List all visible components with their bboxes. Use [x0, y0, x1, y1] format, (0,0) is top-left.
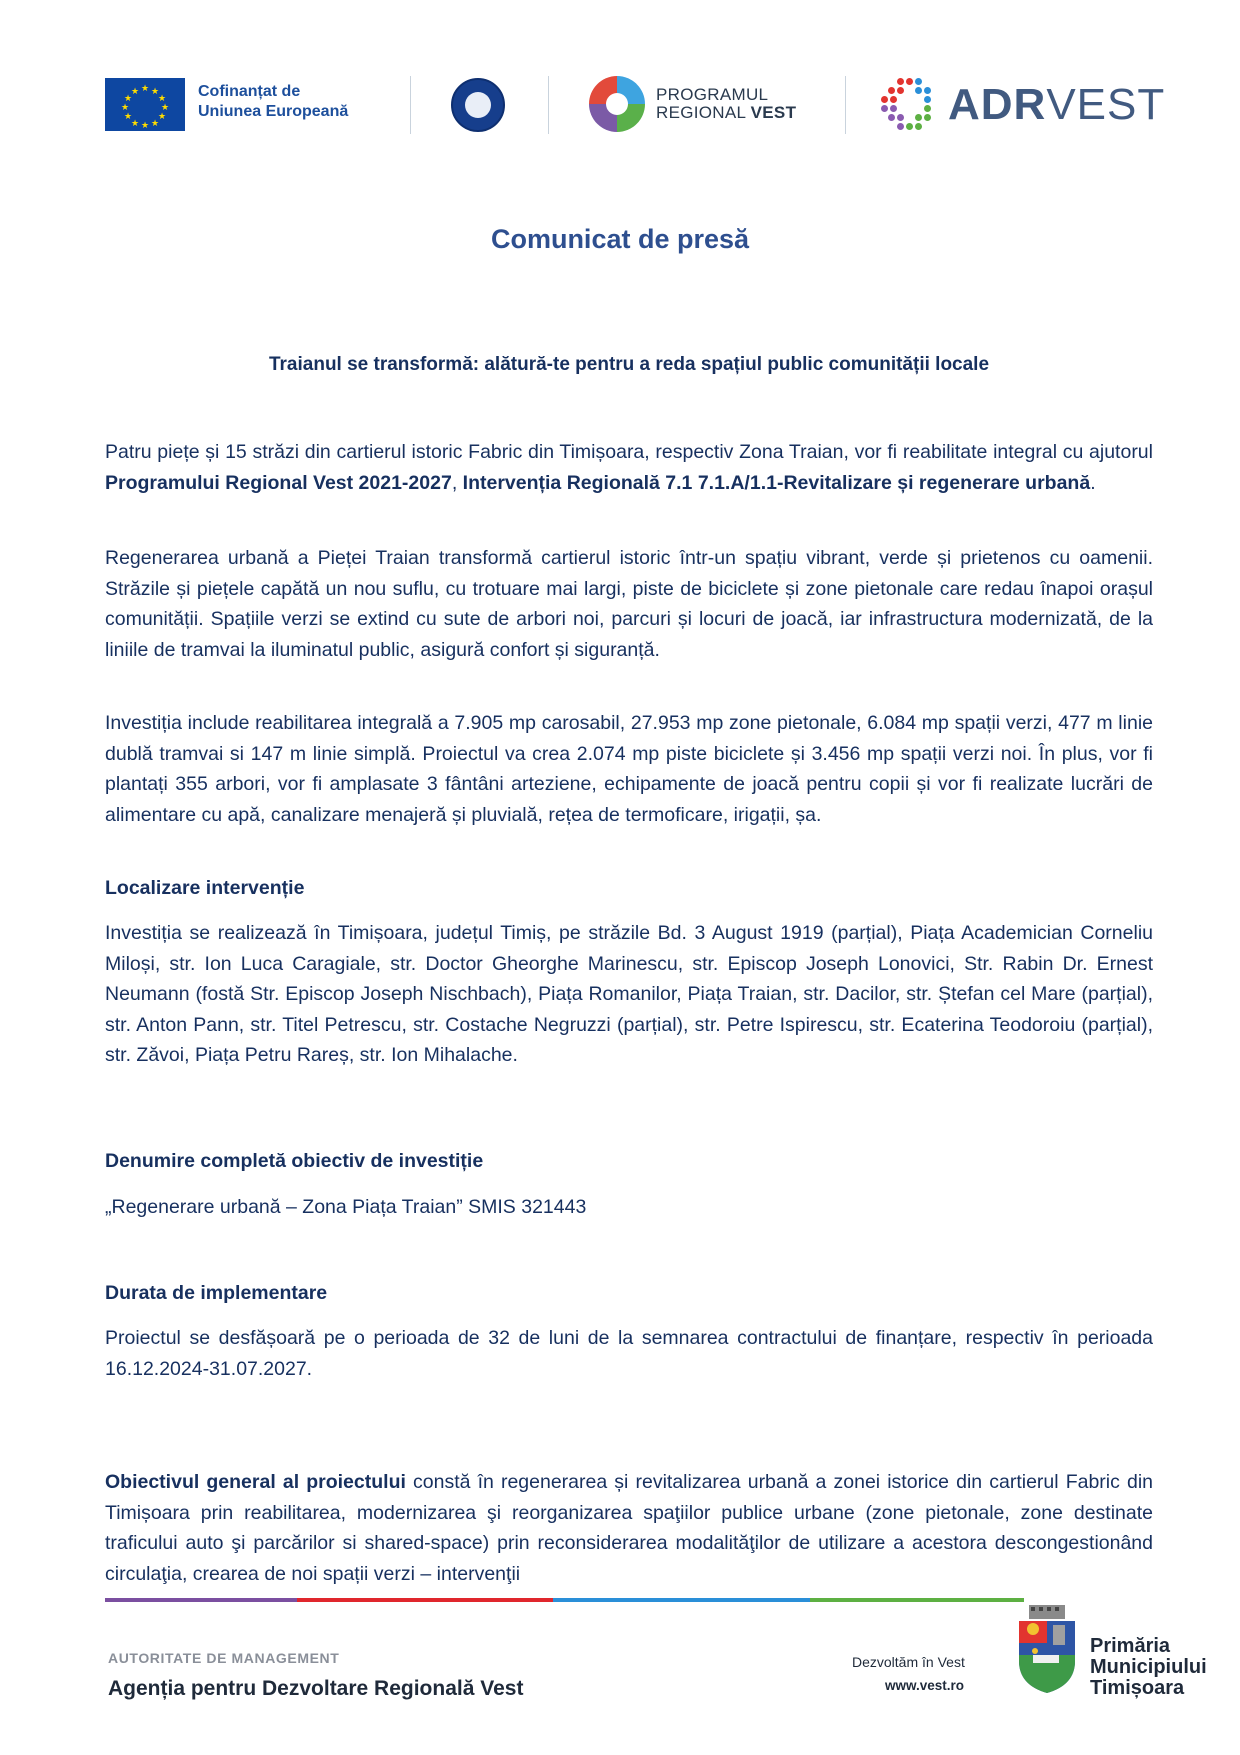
paragraph-localizare: Investiția se realizează în Timișoara, județul Timiș, pe străzile Bd. 3 August 1919 (parțial), Piața Academician Corneliu Miloși, str. Ion Luca Caragiale, str. Doctor Gheorghe Marinescu, str. Episcop Joseph Lonovici, Str. Rabin Dr. Ernest Neumann (fostă Str. Episcop Joseph Nischbach), Piața Romanilor, Piața Traian, str. Dacilor, str. Ștefan cel Mare (parțial), str. Anton Pann, str. Titel Petrescu, str. Costache Negruzzi (parțial), str. Petre Ispirescu, str. Ecaterina Teodoroiu (parțial), str. Zăvoi, Piața Petru Rareș, str. Ion Mihalache. [105, 922, 1153, 1066]
stripe-green [810, 1598, 1024, 1602]
header-logos [105, 76, 1166, 136]
eu-cofinancing-label [198, 82, 348, 122]
paragraph-objective [105, 1467, 1153, 1589]
eu-label-line2: Uniunea Europeană [198, 103, 349, 120]
guvernul-romaniei-seal-icon [451, 78, 505, 132]
eu-label-line1: Cofinanțat de [198, 83, 301, 100]
programul-regional-vest-label [656, 86, 796, 122]
eu-flag-icon: ★ ★ ★ ★ ★ ★ ★ ★ ★ ★ ★ ★ [105, 78, 185, 131]
adr-vest-wordmark [948, 80, 1165, 130]
paragraph-investment: Investiția include reabilitarea integrală a 7.905 mp carosabil, 27.953 mp zone pietonale, 6.084 mp spații verzi, 477 m linie dublă tramvai si 147 m linie simplă. Proiectul va crea 2.074 mp piste biciclete și 3.456 mp spații verzi noi. În plus, vor fi plantați 355 arbori, vor fi amplasate 3 fântâni arteziene, echipamente de joacă pentru copii și vor fi realizate lucrări de alimentare cu apă, canalizare menajeră și pluvială, rețea de termoficare, irigații, șa. [105, 712, 1153, 826]
adr-vest-dots-icon [881, 78, 935, 132]
timisoara-coat-of-arms-icon [1015, 1605, 1079, 1695]
paragraph-denumire: „Regenerare urbană – Zona Piața Traian” SMIS 321443 [105, 1196, 587, 1218]
intro-end: . [1090, 471, 1096, 494]
primaria-timisoara-label [1090, 1636, 1207, 1699]
adr-wordmark-regular: VEST [1046, 80, 1166, 129]
heading-denumire: Denumire completă obiectiv de investiție [105, 1150, 484, 1172]
intro-separator: , [451, 471, 463, 494]
program-label-line1: PROGRAMUL [656, 85, 769, 104]
program-label-vest: VEST [750, 103, 797, 122]
programul-regional-vest-ring-icon [589, 76, 645, 132]
city-label-line1: Primăria [1090, 1635, 1171, 1657]
program-label-regional: REGIONAL [656, 103, 751, 122]
footer-slogan: Dezvoltăm în Vest [852, 1654, 965, 1670]
stripe-blue [553, 1598, 810, 1602]
heading-durata: Durata de implementare [105, 1282, 328, 1304]
objective-label: Obiectivul general al proiectului [105, 1471, 406, 1493]
footer-website-link[interactable]: www.vest.ro [885, 1678, 965, 1693]
paragraph-regeneration: Regenerarea urbană a Pieței Traian transformă cartierul istoric într-un spațiu vibrant, verde și prietenos cu oamenii. Străzile și piețele capătă un nou suflu, cu trotuare mai largi, piste de biciclete și zone pietonale care redau înapoi orașul comunității. Spațiile verzi se extind cu sute de arbori noi, parcuri și locuri de joacă, iar infrastructura modernizată, de la liniile de tramvai la iluminatul public, asigură confort și siguranță. [105, 547, 1153, 661]
logo-divider [548, 76, 549, 134]
city-label-line2: Municipiului [1090, 1656, 1207, 1678]
stripe-purple [105, 1598, 297, 1602]
paragraph-durata: Proiectul se desfășoară pe o perioada de 32 de luni de la semnarea contractului de finanțare, respectiv în perioada 16.12.2024-31.07.2027. [105, 1327, 1153, 1380]
intro-program-name: Programului Regional Vest 2021-2027 [105, 471, 452, 494]
logo-divider [410, 76, 411, 134]
heading-localizare: Localizare intervenție [105, 877, 305, 899]
logo-divider [845, 76, 846, 134]
paragraph-intro [105, 437, 1153, 498]
press-release-subtitle: Traianul se transformă: alătură-te pentru a reda spațiul public comunității locale [268, 354, 990, 375]
stripe-red [297, 1598, 553, 1602]
footer-agency-name: Agenția pentru Dezvoltare Regională Vest [108, 1677, 524, 1700]
city-label-line3: Timișoara [1090, 1677, 1185, 1699]
page-title: Comunicat de presă [490, 224, 750, 254]
intro-intervention-name: Intervenția Regională 7.1 7.1.A/1.1-Revitalizare și regenerare urbană [462, 471, 1091, 494]
footer-authority-label: AUTORITATE DE MANAGEMENT [108, 1650, 340, 1666]
intro-text: Patru piețe și 15 străzi din cartierul istoric Fabric din Timișoara, respectiv Zona Traian, vor fi reabilitate integral cu ajutorul [105, 441, 1153, 463]
objective-text: constă în regenerarea și revitalizarea urbană a zonei istorice din cartierul Fabric din Timișoara prin reabilitarea, modernizarea şi reorganizarea spaţiilor publice urbane (zone pietonale, zone destinate traficului auto şi parcărilor si shared-space) prin reconsiderarea modalităţilor de utilizare a acestora descongestionând circulaţia, crearea de noi spații verzi – intervenţii [105, 1471, 1153, 1585]
adr-wordmark-bold: ADR [948, 80, 1047, 129]
